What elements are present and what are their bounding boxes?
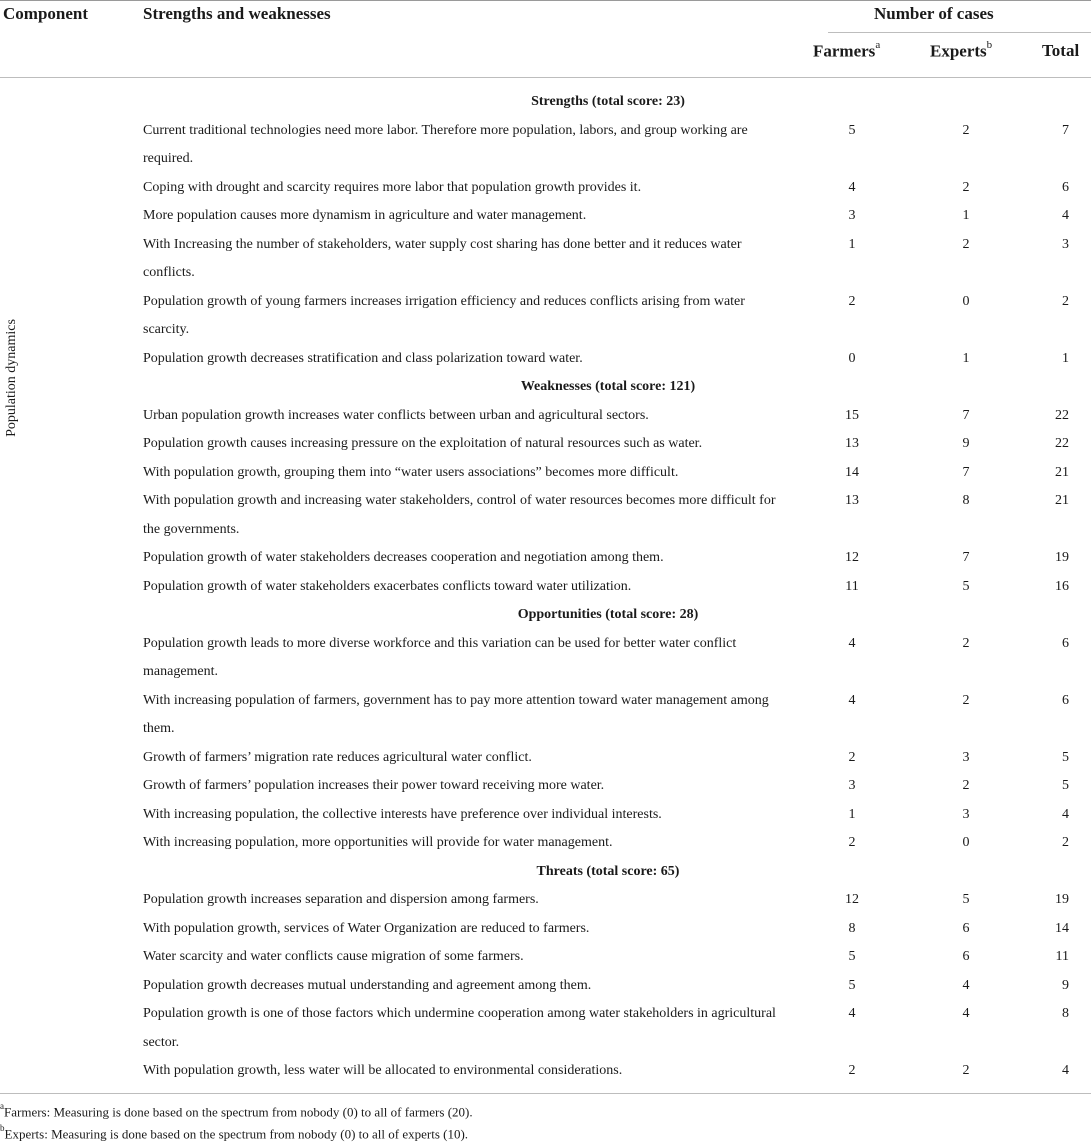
header-farmers-sup: a [875, 39, 881, 51]
cell-total: 16 [1055, 578, 1069, 594]
footnote-a-mark: a [0, 1101, 4, 1111]
cell-total: 21 [1055, 464, 1069, 480]
cell-farmers: 11 [845, 578, 859, 594]
cell-experts: 5 [962, 578, 970, 594]
cell-total: 4 [1062, 208, 1069, 223]
cell-farmers: 2 [848, 749, 856, 765]
footnote-b [0, 1125, 468, 1142]
cell-experts: 6 [962, 949, 970, 964]
cell-farmers: 1 [848, 236, 856, 252]
table-row-text: Growth of farmers’ population increases their power toward receiving more water. [143, 778, 605, 793]
table-row-text: Current traditional technologies need more labor. Therefore more population, labors, and group working are required. [143, 122, 748, 166]
cell-farmers: 5 [848, 949, 856, 964]
table-row-text: With increasing population, more opportunities will provide for water management. [143, 835, 613, 850]
cell-farmers: 4 [848, 635, 856, 651]
cell-total: 5 [1062, 778, 1069, 793]
cell-total: 8 [1062, 1006, 1069, 1021]
cell-experts: 2 [962, 236, 970, 252]
top-rule [0, 0, 1091, 1]
header-strengths-weaknesses: Strengths and weaknesses [143, 4, 331, 23]
cell-experts: 8 [962, 493, 970, 508]
section-title: Strengths (total score: 23) [531, 94, 685, 109]
table-row-text: Coping with drought and scarcity requires more labor that population growth provides it. [143, 179, 642, 195]
cell-experts: 4 [962, 1006, 970, 1021]
table-row-text: Population growth decreases stratification and class polarization toward water. [143, 350, 583, 366]
table-row-text: Population growth causes increasing pressure on the exploitation of natural resources such as water. [143, 436, 703, 451]
cell-total: 21 [1055, 493, 1069, 508]
cell-experts: 7 [962, 464, 970, 480]
cell-experts: 1 [962, 208, 970, 223]
cell-experts: 1 [962, 350, 970, 366]
cell-total: 2 [1062, 293, 1069, 309]
header-experts [930, 41, 992, 62]
table-row-text: Population growth leads to more diverse workforce and this variation can be used for better water conflict management. [143, 635, 737, 679]
cell-experts: 0 [962, 293, 970, 309]
header-bottom-rule [0, 77, 1091, 78]
section-title: Threats (total score: 65) [536, 863, 680, 879]
cell-experts: 7 [962, 407, 970, 423]
header-component: Component [3, 4, 89, 23]
table-row-text: With population growth, services of Water Organization are reduced to farmers. [143, 920, 590, 936]
cell-farmers: 2 [848, 835, 856, 850]
cell-farmers: 0 [848, 350, 856, 366]
cell-farmers: 13 [845, 436, 859, 451]
cell-farmers: 4 [848, 1006, 856, 1021]
table-row-text: Population growth increases separation and dispersion among farmers. [143, 892, 539, 907]
table-row-text: With population growth, less water will be allocated to environmental considerations. [143, 1063, 623, 1078]
cell-experts: 3 [962, 749, 970, 765]
cell-experts: 2 [962, 778, 970, 793]
cell-total: 19 [1055, 892, 1069, 907]
footnote-b-mark: b [0, 1123, 5, 1133]
cell-experts: 2 [962, 179, 970, 195]
cell-experts: 9 [962, 436, 970, 451]
table-row-text: With Increasing the number of stakeholders, water supply cost sharing has done better and it reduces water conflicts. [143, 236, 742, 280]
cell-total: 11 [1055, 949, 1069, 964]
cell-farmers: 2 [848, 1063, 856, 1078]
table-row-text: Population growth is one of those factors which undermine cooperation among water stakeholders in agricultural sector. [143, 1006, 776, 1050]
table-row-text: Urban population growth increases water conflicts between urban and agricultural sectors. [143, 407, 649, 423]
header-experts-sup: b [986, 39, 993, 51]
cell-experts: 2 [962, 1063, 970, 1078]
cell-total: 4 [1062, 806, 1069, 822]
cell-farmers: 4 [848, 179, 856, 195]
cell-farmers: 1 [848, 806, 856, 822]
cell-total: 6 [1062, 692, 1069, 708]
cell-experts: 2 [962, 122, 970, 138]
cell-farmers: 12 [845, 892, 859, 907]
cell-farmers: 14 [845, 464, 859, 480]
table-row-text: More population causes more dynamism in agriculture and water management. [143, 208, 587, 223]
cell-experts: 0 [962, 835, 970, 850]
table-row-text: With population growth and increasing water stakeholders, control of water resources becomes more difficult for the governments. [143, 493, 776, 537]
cell-farmers: 8 [848, 920, 856, 936]
cell-total: 6 [1062, 635, 1069, 651]
table-bottom-rule [0, 1093, 1091, 1094]
cell-farmers: 15 [845, 407, 859, 423]
cell-total: 22 [1055, 407, 1069, 423]
cell-experts: 6 [962, 920, 970, 936]
footnote-a [0, 1103, 473, 1120]
cell-total: 6 [1062, 179, 1069, 195]
cell-farmers: 5 [848, 977, 856, 993]
table-row-text: With increasing population of farmers, government has to pay more attention toward water management among them. [143, 692, 769, 736]
cell-farmers: 5 [848, 122, 856, 138]
cell-experts: 2 [962, 692, 970, 708]
cell-farmers: 3 [848, 778, 856, 793]
cell-total: 1 [1062, 350, 1069, 366]
header-total: Total [1042, 41, 1080, 60]
cell-total: 19 [1055, 550, 1069, 565]
table-row-text: Growth of farmers’ migration rate reduces agricultural water conflict. [143, 749, 532, 765]
table-row-text: Population growth decreases mutual understanding and agreement among them. [143, 977, 592, 993]
cell-experts: 7 [962, 550, 970, 565]
table-row-text: With population growth, grouping them into “water users associations” becomes more difficult. [143, 464, 679, 480]
cell-farmers: 2 [848, 293, 856, 309]
cell-total: 2 [1062, 835, 1069, 850]
cell-total: 22 [1055, 436, 1069, 451]
cell-total: 14 [1055, 920, 1069, 936]
table-row-text: Water scarcity and water conflicts cause migration of some farmers. [143, 949, 524, 964]
footnote-b-text: Experts: Measuring is done based on the spectrum from nobody (0) to all of experts (10). [4, 1126, 469, 1142]
table-row-text: With increasing population, the collective interests have preference over individual interests. [143, 806, 662, 822]
footnote-a-text: Farmers: Measuring is done based on the spectrum from nobody (0) to all of farmers (20). [4, 1104, 473, 1120]
header-farmers-label: Farmers [813, 41, 876, 61]
header-farmers [813, 41, 880, 62]
cell-experts: 5 [962, 892, 970, 907]
section-title: Opportunities (total score: 28) [517, 607, 699, 622]
component-label: Population dynamics [4, 319, 19, 437]
cell-experts: 3 [962, 806, 970, 822]
cell-farmers: 12 [845, 550, 859, 565]
header-number-of-cases: Number of cases [874, 4, 994, 23]
cell-farmers: 4 [848, 692, 856, 708]
cell-total: 9 [1062, 977, 1069, 993]
cell-experts: 4 [962, 977, 970, 993]
header-experts-label: Experts [930, 41, 987, 61]
cell-farmers: 13 [845, 493, 859, 508]
table-row-text: Population growth of water stakeholders decreases cooperation and negotiation among them. [143, 550, 664, 565]
cell-total: 5 [1062, 749, 1069, 765]
cell-total: 3 [1062, 236, 1069, 252]
header-sub-rule [828, 32, 1091, 33]
table-row-text: Population growth of water stakeholders exacerbates conflicts toward water utilization. [143, 578, 632, 594]
cell-experts: 2 [962, 635, 970, 651]
cell-total: 4 [1062, 1063, 1069, 1078]
section-title: Weaknesses (total score: 121) [520, 379, 696, 394]
cell-farmers: 3 [848, 208, 856, 223]
table-row-text: Population growth of young farmers increases irrigation efficiency and reduces conflicts arising from water scarcity. [143, 293, 745, 337]
cell-total: 7 [1062, 122, 1069, 138]
